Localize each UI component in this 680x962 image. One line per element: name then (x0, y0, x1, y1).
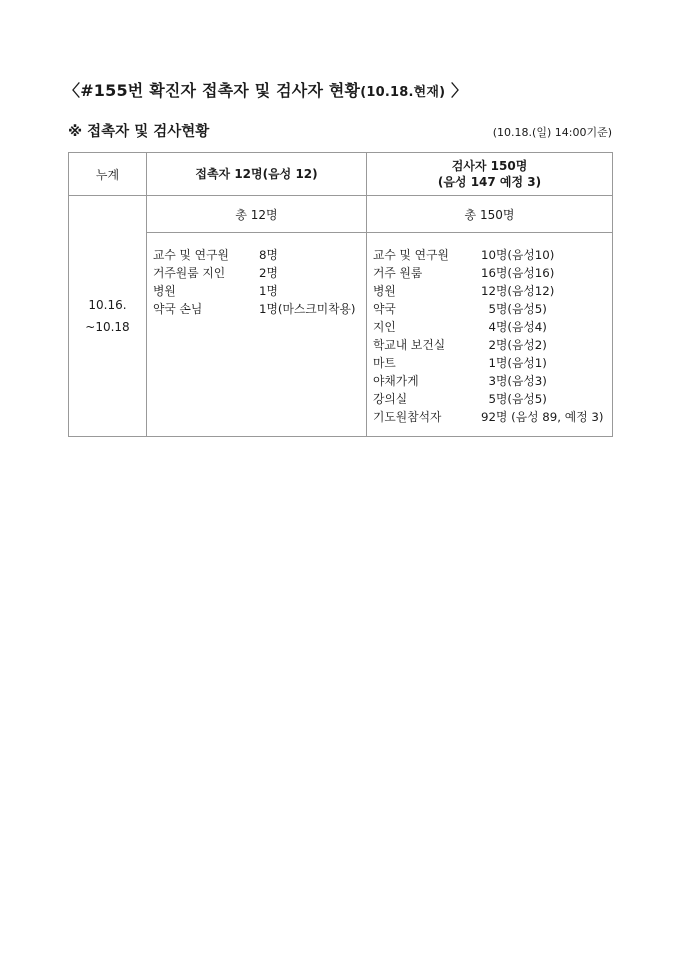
title-main: 〈#155번 확진자 접촉자 및 검사자 현황 (64, 81, 361, 100)
list-item: 약국 손님 1명(마스크미착용) (153, 302, 356, 316)
period-cell (69, 196, 147, 437)
list-item: 교수 및 연구원 8명 (153, 248, 278, 262)
list-item: 병원 1명 (153, 284, 278, 298)
list-item: 약국 5명(음성5) (373, 302, 547, 316)
header-cumulative: 누계 (69, 153, 147, 196)
totals-row (69, 196, 613, 233)
status-table (68, 152, 613, 437)
header-tested-line1: 검사자 150명 (451, 159, 528, 173)
title-end: 〉 (445, 81, 468, 100)
tested-breakdown (367, 233, 613, 437)
document-title (64, 78, 467, 101)
header-row (69, 153, 613, 196)
list-item: 학교내 보건실 2명(음성2) (373, 338, 547, 352)
list-item: 야채가게 3명(음성3) (373, 374, 547, 388)
tested-total: 총 150명 (367, 196, 613, 233)
list-item: 거주원룸 지인 2명 (153, 266, 278, 280)
contacts-total: 총 12명 (147, 196, 367, 233)
list-item: 교수 및 연구원 10명(음성10) (373, 248, 555, 262)
period-end: ~10.18 (85, 320, 130, 334)
basis-timestamp: (10.18.(일) 14:00기준) (492, 126, 612, 139)
contacts-breakdown (147, 233, 367, 437)
list-item: 지인 4명(음성4) (373, 320, 547, 334)
list-item: 병원 12명(음성12) (373, 284, 555, 298)
list-item: 기도원참석자 92명 (음성 89, 예정 3) (373, 410, 604, 424)
header-tested (367, 153, 613, 196)
section-heading: ※ 접촉자 및 검사현황 (68, 124, 210, 140)
breakdown-row (69, 233, 613, 437)
list-item: 마트 1명(음성1) (373, 356, 547, 370)
header-contacts: 접촉자 12명(음성 12) (147, 153, 367, 196)
title-date: (10.18.현재) (360, 85, 446, 100)
list-item: 강의실 5명(음성5) (373, 392, 547, 406)
header-tested-line2: (음성 147 예정 3) (437, 175, 542, 189)
list-item: 거주 원룸 16명(음성16) (373, 266, 555, 280)
period-start: 10.16. (88, 298, 127, 312)
